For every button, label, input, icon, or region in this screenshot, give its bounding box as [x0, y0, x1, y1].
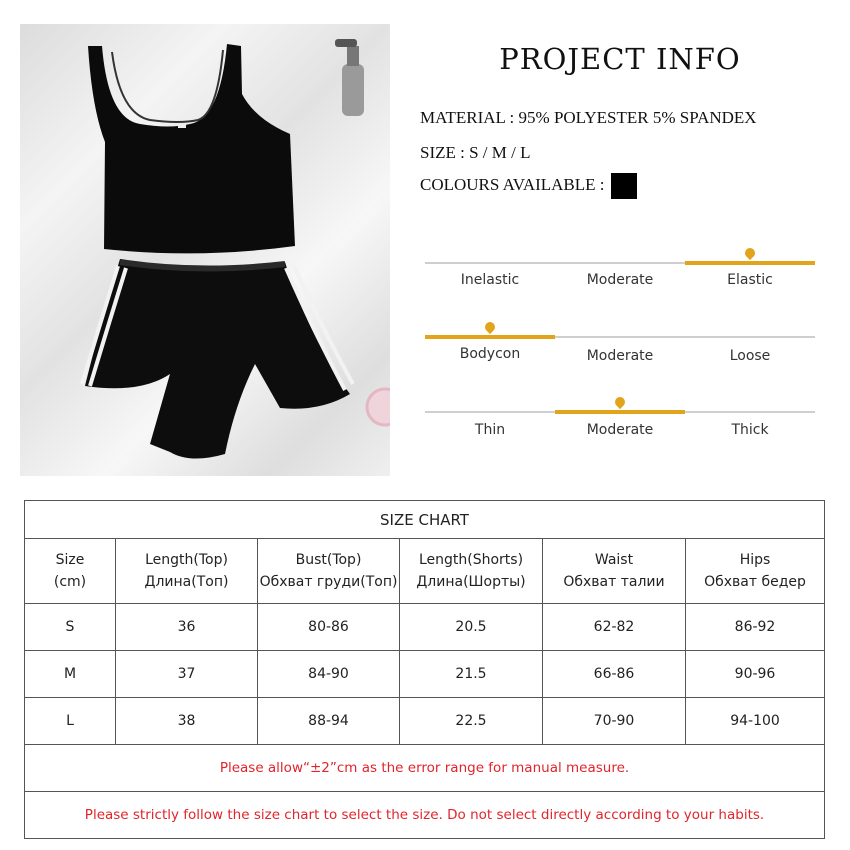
table-header-row — [25, 539, 825, 604]
table-cell: 94-100 — [686, 698, 825, 745]
scale-label: Inelastic — [460, 272, 520, 288]
product-photo — [20, 24, 390, 476]
table-cell: 86-92 — [686, 604, 825, 651]
size-text: SIZE : S / M / L — [420, 143, 531, 162]
velvet-set-illustration — [20, 24, 390, 476]
elasticity-indicator — [685, 261, 815, 265]
selection-note: Please strictly follow the size chart to select the size. Do not select directly according to your habits. — [25, 792, 825, 839]
scale-label: Loose — [729, 348, 771, 364]
table-cell: S — [25, 604, 116, 651]
location-pin-icon — [483, 320, 497, 334]
size-chart-table — [24, 500, 825, 839]
location-pin-icon — [613, 395, 627, 409]
location-pin-icon — [743, 246, 757, 260]
colours-text: COLOURS AVAILABLE : — [420, 174, 605, 194]
table-cell: 36 — [116, 604, 258, 651]
table-cell: 37 — [116, 651, 258, 698]
fit-indicator — [425, 335, 555, 339]
elasticity-scale — [425, 262, 815, 264]
table-cell: M — [25, 651, 116, 698]
scale-label: Moderate — [586, 272, 654, 288]
table-row — [25, 698, 825, 745]
table-cell: 22.5 — [400, 698, 543, 745]
table-row — [25, 651, 825, 698]
thickness-indicator — [555, 410, 685, 414]
note-row — [25, 792, 825, 839]
measurement-note: Please allow“±2”cm as the error range for manual measure. — [25, 745, 825, 792]
note-row — [25, 745, 825, 792]
scale-label: Thick — [731, 422, 769, 438]
colours-row — [420, 173, 637, 199]
table-cell: 38 — [116, 698, 258, 745]
column-header: Length(Shorts) Длина(Шорты) — [400, 539, 543, 604]
scale-label: Moderate — [586, 422, 654, 438]
scale-label: Moderate — [586, 348, 654, 364]
table-cell: 84-90 — [258, 651, 400, 698]
material-text: MATERIAL : 95% POLYESTER 5% SPANDEX — [420, 108, 757, 127]
column-header: Bust(Top) Обхват груди(Топ) — [258, 539, 400, 604]
table-cell: 80-86 — [258, 604, 400, 651]
column-header: Waist Обхват талии — [543, 539, 686, 604]
table-cell: 21.5 — [400, 651, 543, 698]
thickness-scale — [425, 411, 815, 413]
table-cell: 70-90 — [543, 698, 686, 745]
table-cell: L — [25, 698, 116, 745]
fit-scale — [425, 336, 815, 338]
size-chart-title: SIZE CHART — [25, 501, 825, 539]
table-cell: 20.5 — [400, 604, 543, 651]
scale-label: Thin — [474, 422, 506, 438]
column-header: Length(Top) Длина(Топ) — [116, 539, 258, 604]
column-header: Hips Обхват бедер — [686, 539, 825, 604]
page-title: PROJECT INFO — [499, 42, 741, 76]
scale-label: Bodycon — [459, 346, 521, 362]
scale-label: Elastic — [727, 272, 773, 288]
table-cell: 62-82 — [543, 604, 686, 651]
column-header: Size (cm) — [25, 539, 116, 604]
table-cell: 66-86 — [543, 651, 686, 698]
black-color-swatch — [611, 173, 637, 199]
table-cell: 90-96 — [686, 651, 825, 698]
table-row — [25, 604, 825, 651]
table-cell: 88-94 — [258, 698, 400, 745]
